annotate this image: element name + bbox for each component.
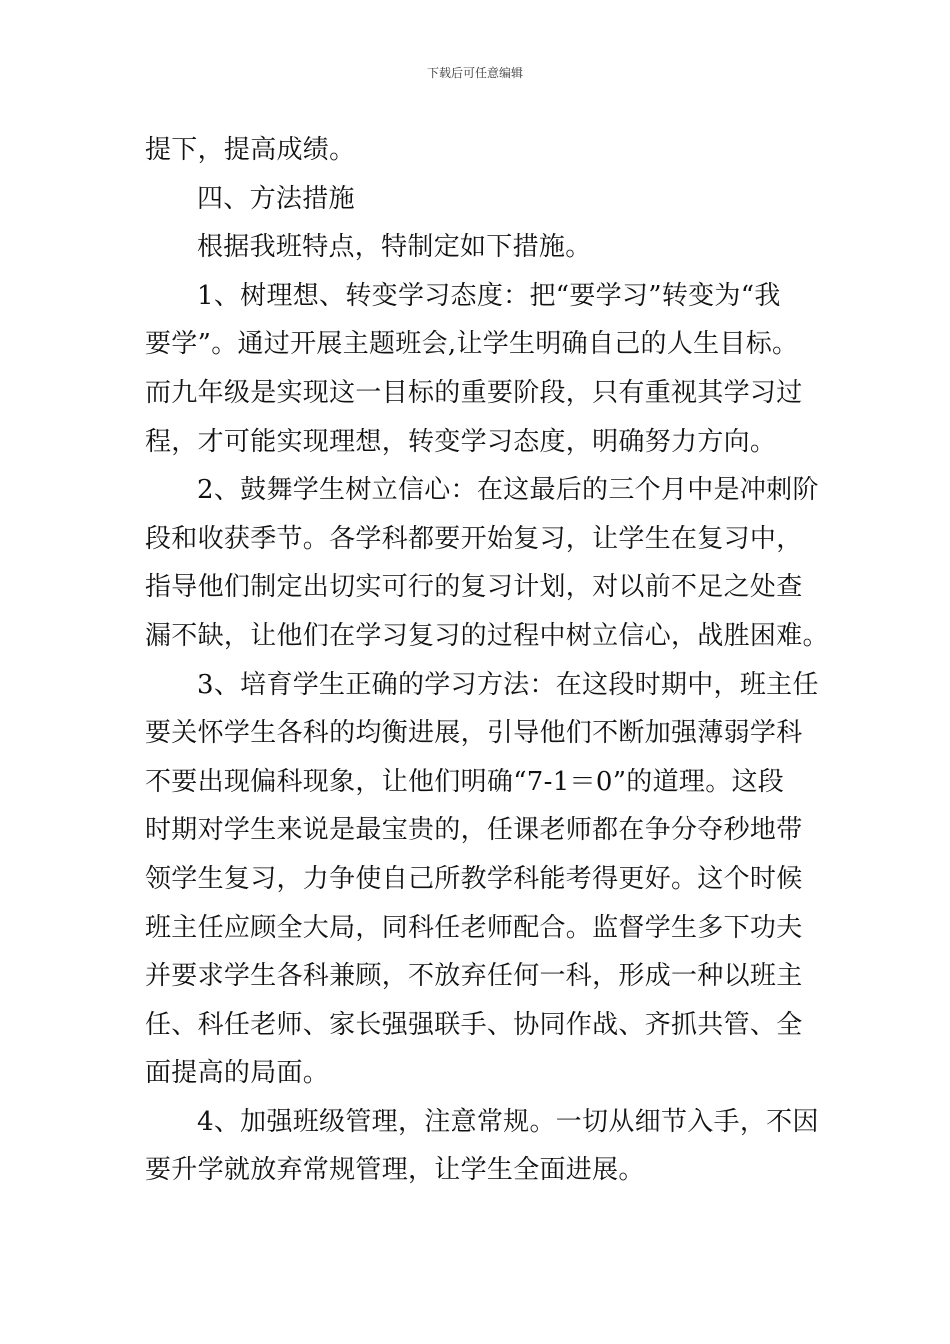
text-line: 而九年级是实现这一目标的重要阶段，只有重视其学习过: [145, 377, 803, 408]
text-line: 要关怀学生各科的均衡进展，引导他们不断加强薄弱学科: [145, 718, 803, 749]
text-line: 任、科任老师、家长强强联手、协同作战、齐抓共管、全: [145, 1009, 803, 1040]
text-line: 时期对学生来说是最宝贵的，任课老师都在争分夺秒地带: [145, 815, 803, 846]
document-body: [145, 126, 829, 1195]
text-line: 班主任应顾全大局，同科任老师配合。监督学生多下功夫: [145, 912, 803, 943]
text-line: 并要求学生各科兼顾，不放弃任何一科，形成一种以班主: [145, 961, 803, 992]
text-line: 段和收获季节。各学科都要开始复习，让学生在复习中，: [145, 523, 803, 554]
text-line: 不要出现偏科现象，让他们明确“7-1＝0”的道理。这段: [145, 766, 785, 797]
text-line: 要学”。通过开展主题班会,让学生明确自己的人生目标。: [145, 329, 799, 360]
section-heading: 四、方法措施: [197, 183, 355, 214]
page-header: 下载后可任意编辑: [426, 66, 523, 80]
text-line: 要升学就放弃常规管理，让学生全面进展。: [145, 1155, 645, 1186]
text-line: 4、加强班级管理，注意常规。一切从细节入手，不因: [197, 1106, 819, 1137]
text-line: 领学生复习，力争使自己所教学科能考得更好。这个时候: [145, 863, 803, 894]
text-line: 指导他们制定出切实可行的复习计划，对以前不足之处查: [145, 572, 803, 603]
text-line: 1、树理想、转变学习态度：把“要学习”转变为“我: [197, 280, 781, 311]
text-line: 漏不缺，让他们在学习复习的过程中树立信心，战胜困难。: [145, 620, 829, 651]
text-line: 根据我班特点，特制定如下措施。: [197, 232, 592, 263]
text-line: 2、鼓舞学生树立信心：在这最后的三个月中是冲刺阶: [197, 475, 819, 506]
text-line: 提下，提高成绩。: [145, 135, 356, 165]
text-line: 面提高的局面。: [145, 1058, 330, 1089]
text-line: 3、培育学生正确的学习方法：在这段时期中，班主任: [197, 669, 819, 700]
text-line: 程，才可能实现理想，转变学习态度，明确努力方向。: [145, 426, 777, 457]
